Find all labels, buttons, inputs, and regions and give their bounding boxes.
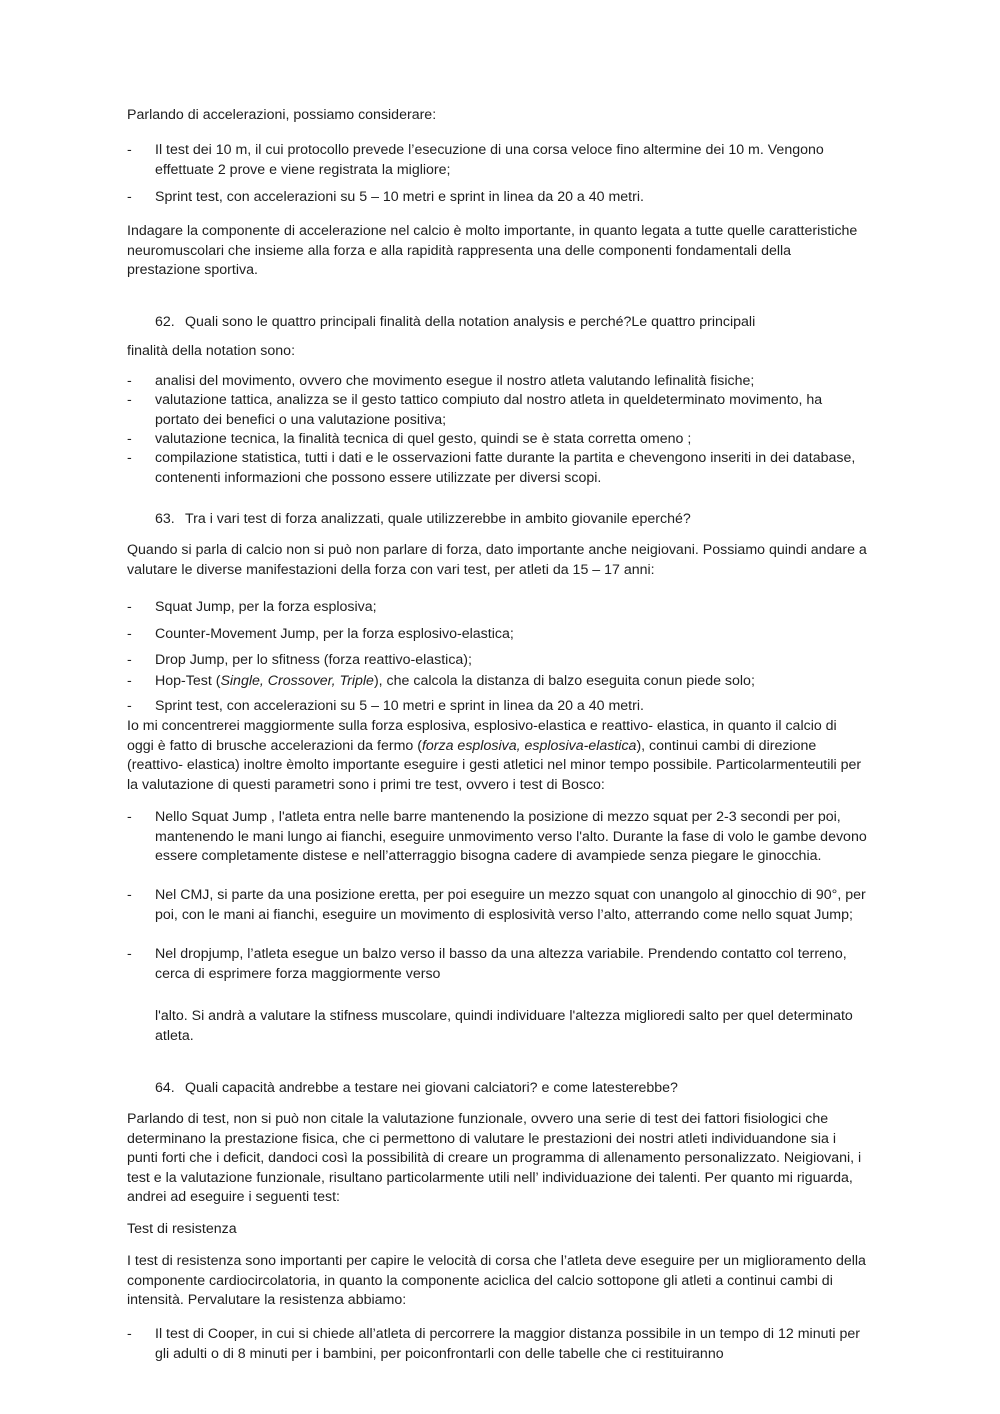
bullet-dash: - — [127, 887, 132, 903]
question-62-continuation: finalità della notation sono: — [127, 343, 296, 359]
concentr-paragraph: Io mi concentrerei maggiormente sulla forza esplosiva, esplosivo-elastica e reattivo- elastica, in quanto il calcio di oggi è fatto di brusche accelerazioni da fermo (forza esplosiva, esplosiva-elastica), continui cambi di direzione (reattivo- elastica) inoltre èmolto importante eseguire i gesti atletici nel minor tempo possibile. Particolarmenteutili per la valutazione di questi parametri sono i primi tre test, ovvero i test di Bosco: — [127, 718, 862, 793]
bullet-dash: - — [127, 626, 132, 642]
test-paragraph: Parlando di test, non si può non citale la valutazione funzionale, ovvero una serie di test dei fattori fisiologici che determinano la prestazione fisica, che ci permettono di valutare le prestazioni dei nostri atleti individuandone sia i punti forti che i deficit, dandoci così la possibilità di creare un programma di allenamento personalizzato. Neigiovani, i test e la valutazione funzionale, risultano particolarmente utili nell’ individuazione dei talenti. Per quanto mi riguarda, andrei ad eseguire i seguenti test: — [127, 1111, 862, 1206]
bullet-dash: - — [127, 392, 132, 408]
bullet-dash: - — [127, 142, 132, 158]
bullet-dash: - — [127, 599, 132, 615]
bullet-dash: - — [127, 698, 132, 714]
bullet-dash: - — [127, 652, 132, 668]
question-text: Quali sono le quattro principali finalità della notation analysis e perché?Le quattro principali — [185, 314, 756, 330]
bullet-dash: - — [127, 189, 132, 205]
question-62 — [155, 313, 855, 333]
question-number: 62. — [155, 314, 175, 330]
question-number: 63. — [155, 511, 175, 527]
bullet-dash: - — [127, 946, 132, 962]
question-text: Tra i vari test di forza analizzati, quale utilizzerebbe in ambito giovanile eperché? — [185, 511, 691, 527]
forza-paragraph: Quando si parla di calcio non si può non parlare di forza, dato importante anche neigiovani. Possiamo quindi andare a valutare le diverse manifestazioni della forza con vari test, per atleti da 15 – 17 anni: — [127, 542, 867, 578]
bullet-dash: - — [127, 431, 132, 447]
question-64 — [155, 1079, 855, 1099]
bullet-dash: - — [127, 673, 132, 689]
intro-paragraph: Parlando di accelerazioni, possiamo considerare: — [127, 107, 437, 123]
bullet-dash: - — [127, 373, 132, 389]
bullet-dash: - — [127, 1326, 132, 1342]
bullet-dash: - — [127, 450, 132, 466]
resist-paragraph: I test di resistenza sono importanti per capire le velocità di corsa che l’atleta deve eseguire per un miglioramento della componente cardiocircolatoria, in quanto la componente aciclica del calcio sottopone gli atleti a continui cambi di intensità. Pervalutare la resistenza abbiamo: — [127, 1253, 866, 1309]
question-number: 64. — [155, 1080, 175, 1096]
bullet-dash: - — [127, 809, 132, 825]
question-text: Quali capacità andrebbe a testare nei giovani calciatori? e come latesterebbe? — [185, 1080, 678, 1096]
document-page: Parlando di accelerazioni, possiamo considerare: - Il test dei 10 m, il cui protocollo prevede l’esecuzione di una corsa veloce fino altermine dei 10 m. Vengono effettuate 2 prove e viene registrata la migliore; - Sprint test, con accelerazioni su 5 – 10 metri e sprint in linea da 20 a 40 metri. Indagare la componente di accelerazione nel calcio è molto importante, in quanto legata a tutte quelle caratteristiche neuromuscolari che insieme alla forza e alla rapidità rappresenta una delle componenti fondamentali della prestazione sportiva. 62. Quali sono le quattro principali finalità della notation analysis e perché?Le quattro principali finalità della notation sono: - analisi del movimento, ovvero che movimento esegue il nostro atleta valutando lefinalità fisiche; - valutazione tattica, analizza se il gesto tattico compiuto dal nostro atleta in queldeterminato movimento, ha portato dei benefici o una valutazione positiva; - valutazione tecnica, la finalità tecnica di quel gesto, quindi se è stata corretta omeno ; - compilazione statistica, tutti i dati e le osservazioni fatte durante la partita e chevengono inseriti in dei database, contenenti informazioni che possono essere utilizzate per diversi scopi. 63. Tra i vari test di forza analizzati, quale utilizzerebbe in ambito giovanile eperché? Quando si parla di calcio non si può non parlare di forza, dato importante anche neigiovani. Possiamo quindi andare a valutare le diverse manifestazioni della forza con vari test, per atleti da 15 – 17 anni: - Squat Jump, per la forza esplosiva; - Counter-Movement Jump, per la forza esplosivo-elastica; - Drop Jump, per lo sfitness (forza reattivo-elastica); - Hop-Test (Single, Crossover, Triple), che calcola la distanza di balzo eseguita conun piede solo; - Sprint test, con accelerazioni su 5 – 10 metri e sprint in linea da 20 a 40 metri. Io mi concentrerei maggiormente sulla forza esplosiva, esplosivo-elastica e reattivo- elastica, in quanto il calcio di oggi è fatto di brusche accelerazioni da fermo (forza esplosiva, esplosiva-elastica), continui cambi di direzione (reattivo- elastica) inoltre èmolto importante eseguire i gesti atletici nel minor tempo possibile. Particolarmenteutili per la valutazione di questi parametri sono i primi tre test, ovvero i test di Bosco: - Nello Squat Jump , l'atleta entra nelle barre mantenendo la posizione di mezzo squat per 2-3 secondi per poi, mantenendo le mani lungo ai fianchi, eseguire unmovimento verso l'alto. Durante la fase di volo le gambe devono essere completamente distese e nell’atterraggio bisogna cadere di avampiede senza piegare le ginocchia. - Nel CMJ, si parte da una posizione eretta, per poi eseguire un mezzo squat con unangolo al ginocchio di 90°, per poi, con le mani ai fianchi, eseguire un movimento di esplosività verso l’alto, atterrando come nello squat Jump; - Nel dropjump, l’atleta esegue un balzo verso il basso da una altezza variabile. Prendendo contatto col terreno, cerca di esprimere forza maggiormente verso l'alto. Si andrà a valutare la stifness muscolare, quindi individuare l'altezza miglioredi salto per quel determinato atleta. 64. Quali capacità andrebbe a testare nei giovani calciatori? e come latesterebbe? Parlando di test, non si può non citale la valutazione funzionale, ovvero una serie di test dei fattori fisiologici che determinano la prestazione fisica, che ci permettono di valutare le prestazioni dei nostri atleti individuandone sia i punti forti che i deficit, dandoci così la possibilità di creare un programma di allenamento personalizzato. Neigiovani, i test e la valutazione funzionale, risultano particolarmente utili nell’ individuazione dei talenti. Per quanto mi riguarda, andrei ad eseguire i seguenti test: Test di resistenza I test di resistenza sono importanti per capire le velocità di corsa che l’atleta deve eseguire per un miglioramento della componente cardiocircolatoria, in quanto la componente aciclica del calcio sottopone gli atleti a continui cambi di intensità. Pervalutare la resistenza abbiamo: - Il test di Cooper, in cui si chiede all’atleta di percorrere la maggior distanza possibile in un tempo di 12 minuti per gli adulti o di 8 minuti per i bambini, per poiconfrontarli con delle tabelle che ci restituiranno — [127, 107, 867, 1362]
section-heading: Test di resistenza — [127, 1221, 237, 1237]
question-63 — [155, 510, 855, 530]
dropjump-continuation: l'alto. Si andrà a valutare la stifness muscolare, quindi individuare l'altezza miglioredi salto per quel determinato atleta. — [155, 1008, 853, 1044]
accel-paragraph: Indagare la componente di accelerazione nel calcio è molto importante, in quanto legata a tutte quelle caratteristiche neuromuscolari che insieme alla forza e alla rapidità rappresenta una delle componenti fondamentali della prestazione sportiva. — [127, 223, 858, 279]
